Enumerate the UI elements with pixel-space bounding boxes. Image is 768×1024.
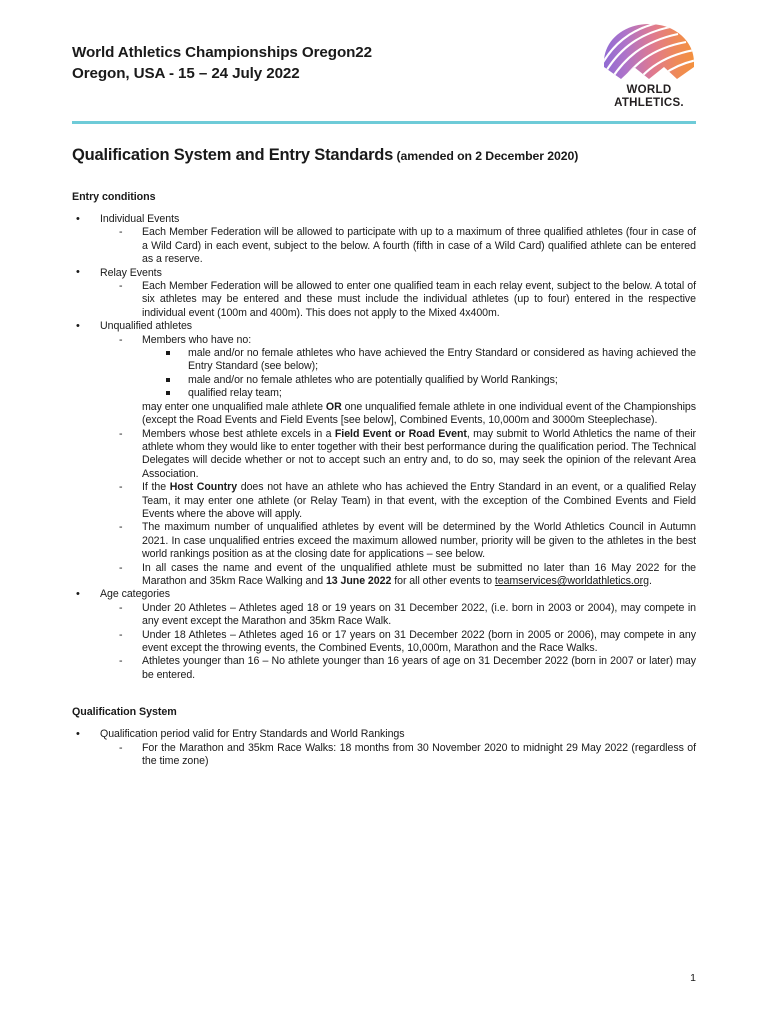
- members-who-have-no-sublist: [72, 347, 696, 401]
- list-item: [119, 655, 696, 682]
- bullet-square-icon: [166, 391, 170, 395]
- world-athletics-logo: [600, 22, 698, 109]
- list-item: [119, 226, 696, 266]
- deadline-bold-date: 13 June 2022: [325, 574, 392, 587]
- list-item-age-categories: [76, 588, 696, 601]
- list-item-text: qualified relay team;: [188, 387, 282, 400]
- list-item: [119, 602, 696, 629]
- header-title-line-1: World Athletics Championships Oregon22: [72, 44, 372, 61]
- list-item-text: Members who have no:: [142, 333, 252, 346]
- list-item-relay-events: [76, 267, 696, 280]
- unqualified-athletes-sublist: [72, 334, 696, 589]
- bullet-dash-icon: -: [119, 655, 123, 668]
- list-item-text: Each Member Federation will be allowed to participate with up to a maximum of three qualified athletes (four in case of a Wild Card) in each event, subject to the below. A fourth (fifth in case of a Wild Card) qualified athlete can be entered as a reserve.: [142, 226, 696, 266]
- bullet-dash-icon: -: [119, 561, 123, 574]
- list-item: [166, 387, 696, 400]
- deadline-part-b: for all other events to: [391, 574, 495, 587]
- deadline-part-c: .: [648, 574, 652, 587]
- may-enter-or: OR: [325, 400, 342, 413]
- bullet-dash-icon: -: [119, 521, 123, 534]
- bullet-dash-icon: -: [119, 280, 123, 293]
- bullet-square-icon: [166, 378, 170, 382]
- bullet-square-icon: [166, 351, 170, 355]
- host-country-part-b: does not have an athlete who has achieved the Entry Standard in an event, or a qualified Relay Team, it may enter one athlete (or Relay Team) in that event, with the exception of the Combined Events and Field Events where the above will apply.: [142, 481, 696, 520]
- page-title: [72, 146, 696, 165]
- field-event-bold: Field Event or Road Event: [334, 427, 467, 440]
- may-enter-part-b: one unqualified female athlete in one individual event of the Championships (except the Road Events and Field Events [see below], Combined Events, 10,000m and 3000m Steeplechase).: [142, 400, 696, 427]
- list-item: [119, 481, 696, 521]
- entry-conditions-list: [72, 213, 696, 682]
- list-item: [119, 280, 696, 320]
- list-item: [119, 334, 696, 347]
- bullet-dash-icon: -: [119, 427, 123, 440]
- list-item-label: Relay Events: [100, 266, 162, 279]
- bullet-dash-icon: -: [119, 601, 123, 614]
- qualification-period-sublist: [72, 742, 696, 769]
- list-item-label: Qualification period valid for Entry Standards and World Rankings: [100, 728, 405, 741]
- list-item-text: Each Member Federation will be allowed to enter one qualified team in each relay event, subject to the below. A total of six athletes may be entered and these must include the individual athletes (up to four) entered in the respective individual event (100m and 400m). This does not apply to the Mixed 4x400m.: [142, 280, 696, 319]
- list-item-text: male and/or no female athletes who have achieved the Entry Standard or considered as having achieved the Entry Standard (see below);: [188, 347, 696, 373]
- list-item: [119, 742, 696, 769]
- list-item: [119, 521, 696, 561]
- list-item-individual-events: [76, 213, 696, 226]
- list-item-text: The maximum number of unqualified athletes by event will be determined by the World Athletics Council in Autumn 2021. In case unqualified entries exceed the maximum allowed number, priority will be given to the athletes in the best world rankings position as at the closing date for applications – see below.: [142, 521, 696, 561]
- page-title-amendment: (amended on 2 December 2020): [396, 149, 579, 163]
- logo-wordmark: [600, 84, 698, 109]
- bullet-round-icon: •: [76, 319, 80, 332]
- individual-events-sublist: [72, 226, 696, 266]
- list-item-text: Under 20 Athletes – Athletes aged 18 or 19 years on 31 December 2022, (i.e. born in 2003 or 2004), may compete in any event except the Marathon and 35km Race Walk.: [142, 601, 696, 628]
- list-item-label: Age categories: [100, 588, 170, 601]
- list-item: [166, 347, 696, 374]
- host-country-part-a: If the: [142, 481, 170, 494]
- list-item-text: Athletes younger than 16 – No athlete younger than 16 years of age on 31 December 2022 (born in 2007 or later) may be entered.: [142, 655, 696, 681]
- bullet-round-icon: •: [76, 727, 80, 740]
- page-header: [72, 0, 696, 108]
- logo-wordmark-line-1: WORLD: [626, 84, 672, 96]
- header-title-line-2: Oregon, USA - 15 – 24 July 2022: [72, 65, 300, 82]
- field-event-part-a: Members whose best athlete excels in a: [142, 427, 335, 440]
- bullet-dash-icon: -: [119, 481, 123, 494]
- header-titles: [72, 42, 372, 84]
- relay-events-sublist: [72, 280, 696, 320]
- page-title-text: Qualification System and Entry Standards: [72, 146, 394, 164]
- host-country-bold: Host Country: [169, 481, 238, 494]
- list-item-text: Under 18 Athletes – Athletes aged 16 or 17 years on 31 December 2022 (born in 2005 or 2006), may compete in any event except the throwing events, the Combined Events, 10,000m, Marathon and the Race Walks.: [142, 628, 696, 654]
- list-item-unqualified-athletes: [76, 320, 696, 333]
- list-item-qualification-period: [76, 728, 696, 741]
- list-item-label: Unqualified athletes: [100, 320, 193, 333]
- list-item: [119, 629, 696, 656]
- world-athletics-logo-icon: [602, 22, 696, 80]
- page-number: 1: [690, 972, 696, 984]
- list-item-text: male and/or no female athletes who are potentially qualified by World Rankings;: [188, 373, 558, 386]
- bullet-dash-icon: -: [119, 628, 123, 641]
- header-divider: [72, 121, 696, 124]
- logo-wordmark-line-2: ATHLETICS.: [614, 96, 684, 109]
- list-item-label: Individual Events: [100, 213, 180, 225]
- bullet-round-icon: •: [76, 587, 80, 600]
- list-item-text: For the Marathon and 35km Race Walks: 18 months from 30 November 2020 to midnight 29 May 2022 (regardless of the time zone): [142, 741, 696, 768]
- field-event-part-b: , may submit to World Athletics the name of their athlete whom they would like to enter together with their best performance during the qualification period. The Technical Delegates will decide whether or not to accept such an entry and, to do so, may seek the opinion of the relevant Area Association.: [142, 427, 696, 480]
- age-categories-sublist: [72, 602, 696, 682]
- bullet-round-icon: •: [76, 266, 80, 279]
- bullet-round-icon: •: [76, 212, 80, 225]
- bullet-dash-icon: -: [119, 226, 123, 239]
- paragraph-may-enter: [142, 401, 696, 428]
- qualification-system-list: [72, 728, 696, 768]
- list-item: [119, 562, 696, 589]
- bullet-dash-icon: -: [119, 333, 123, 346]
- teamservices-email-link[interactable]: teamservices@worldathletics.org: [494, 574, 649, 587]
- list-item: [119, 428, 696, 482]
- bullet-dash-icon: -: [119, 741, 123, 754]
- section-heading-qualification-system: Qualification System: [72, 706, 177, 719]
- may-enter-part-a: may enter one unqualified male athlete: [142, 400, 326, 413]
- section-heading-entry-conditions: Entry conditions: [72, 191, 156, 203]
- list-item: [166, 374, 696, 387]
- deadline-part-a: In all cases the name and event of the unqualified athlete must be submitted no later than 16 May 2022 for the Marathon and 35km Race Walking and: [142, 561, 696, 587]
